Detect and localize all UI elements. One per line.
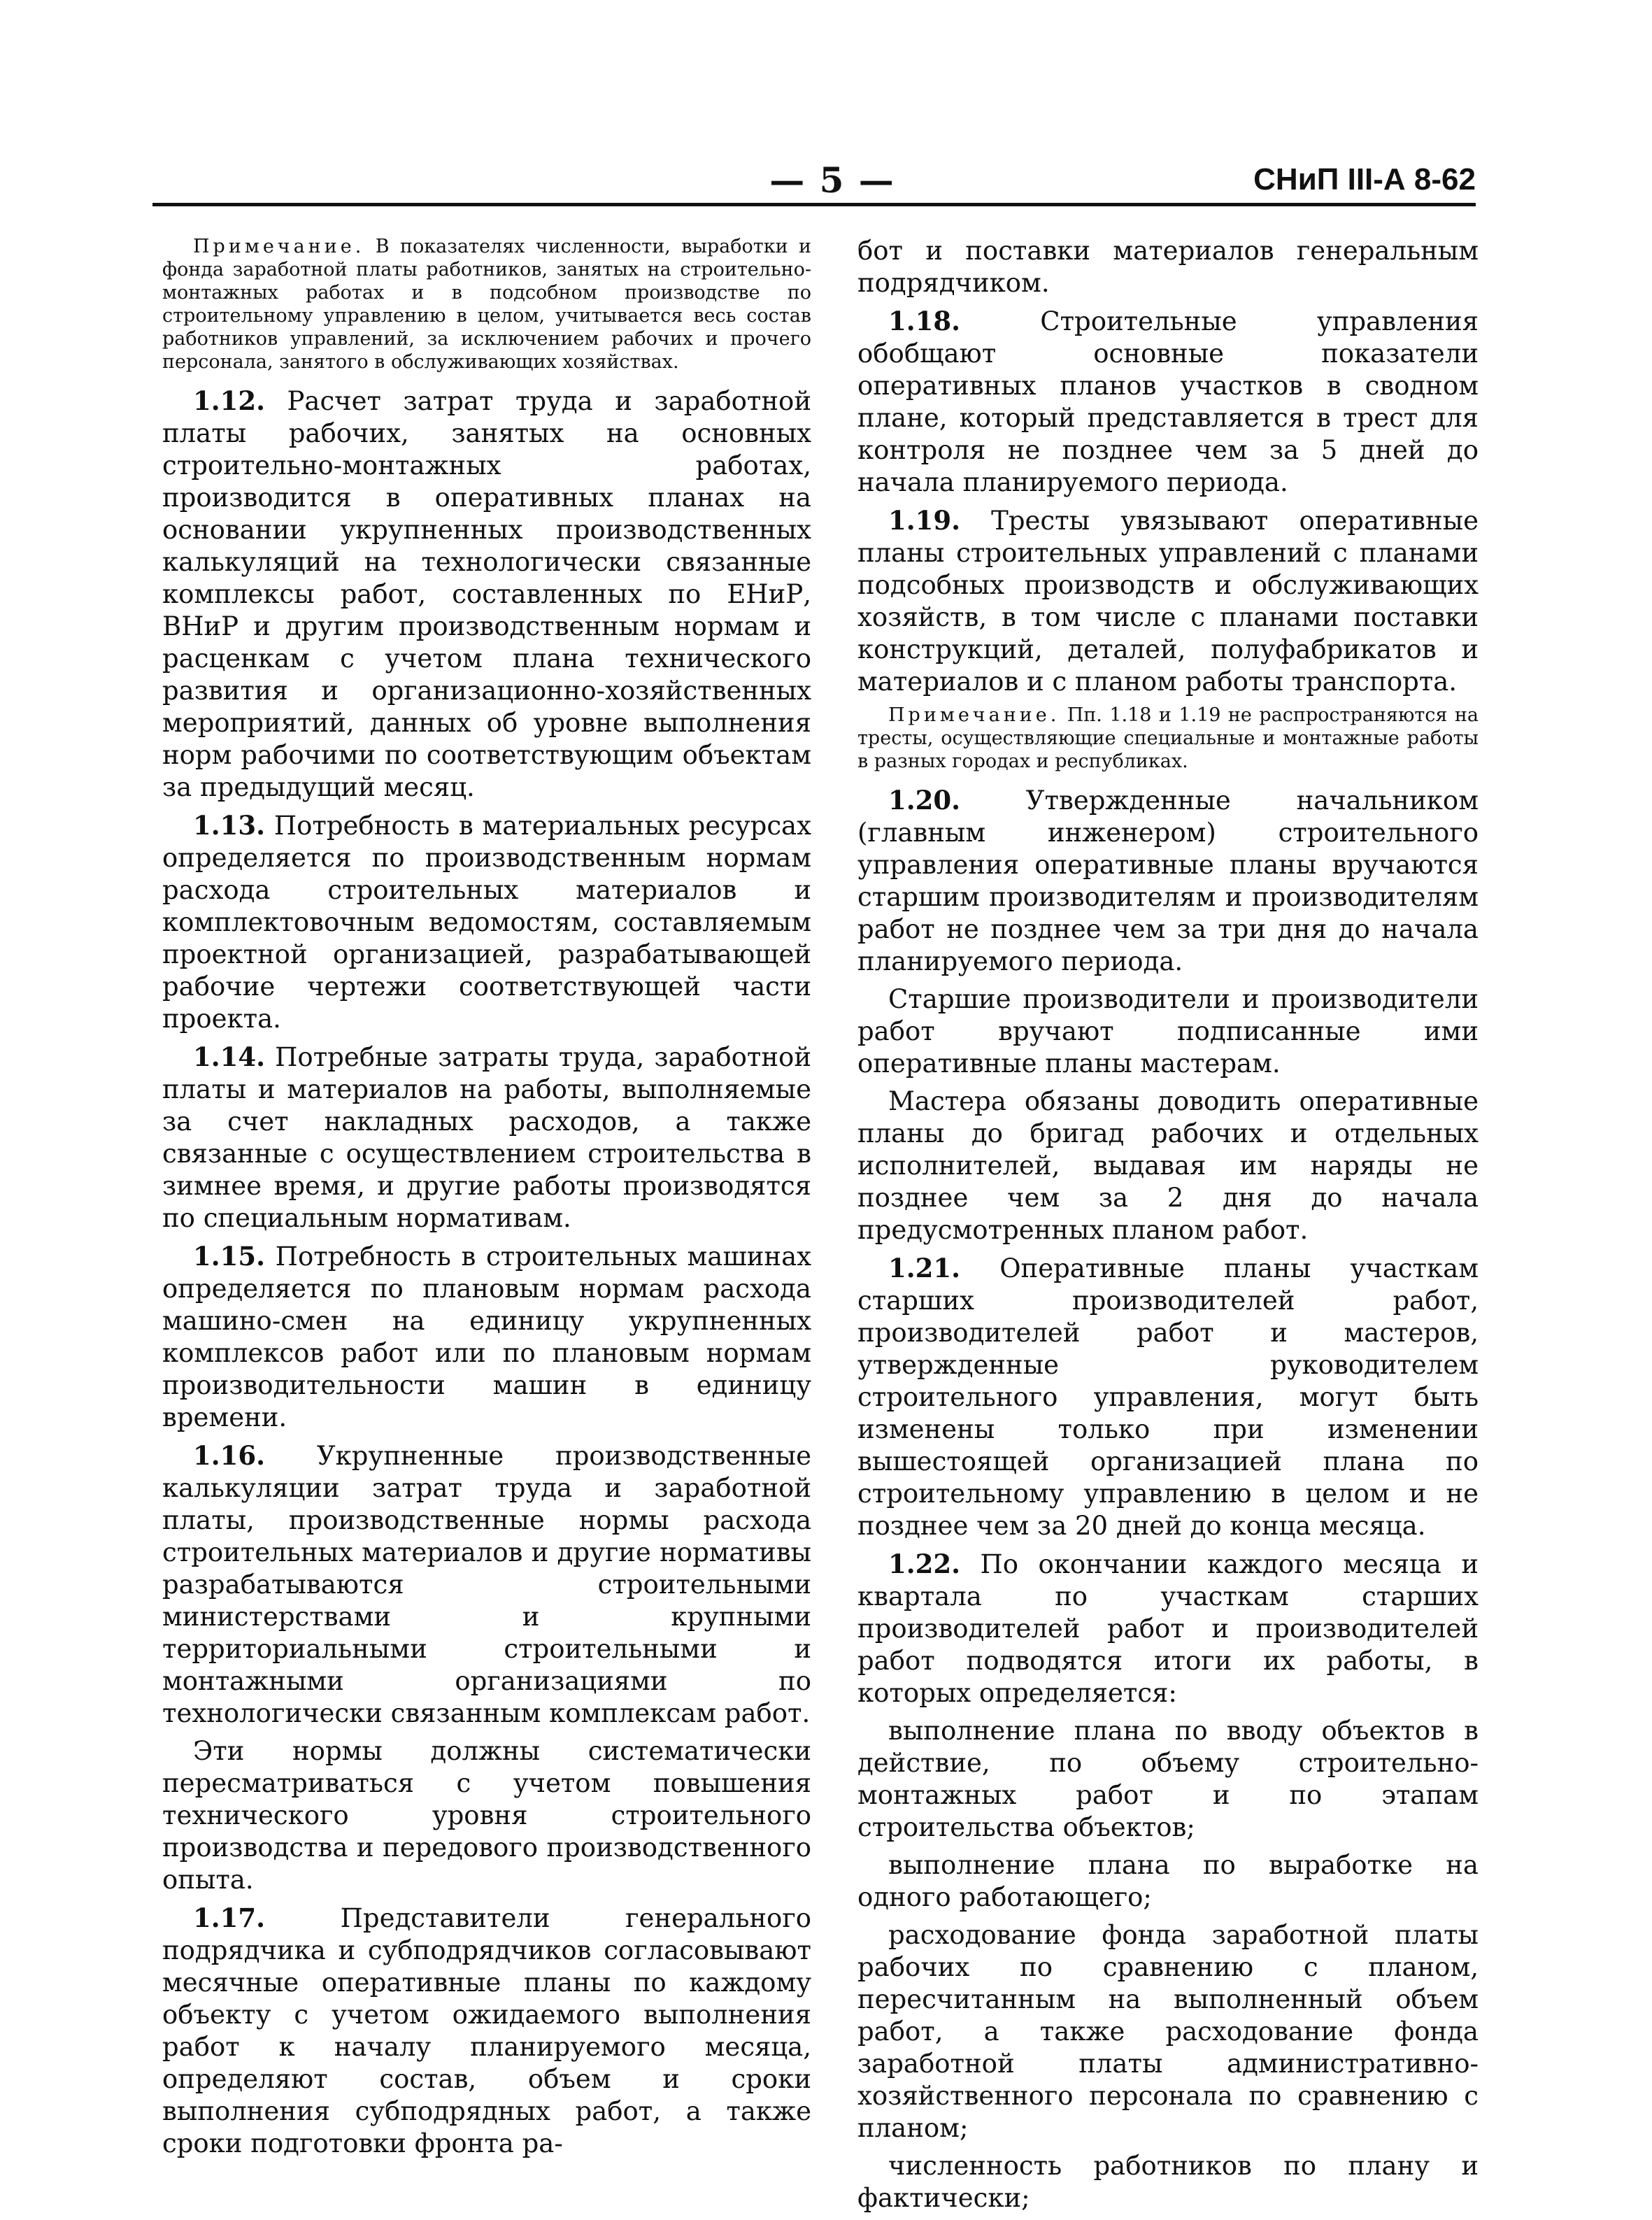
paragraph-1-21	[857, 1252, 1479, 1542]
paragraph-1-16	[162, 1439, 811, 1730]
paragraph-number: 1.14.	[193, 1041, 265, 1072]
page-number: — 5 —	[769, 159, 895, 201]
left-column	[162, 235, 811, 2165]
note-text: Пп. 1.18 и 1.19 не распространяются на тресты, осуществляющие специальные и монтажные работы в разных городах и республиках.	[857, 704, 1479, 772]
paragraph-text: Потребные затраты труда, заработной платы и материалов на работы, выполняемые за счет накладных расходов, а также связанные с осуществлением строительства в зимнее время, и другие работы производятся по специальным нормативам.	[162, 1042, 811, 1233]
paragraph-number: 1.12.	[193, 385, 265, 416]
paragraph-text: Укрупненные производственные калькуляции затрат труда и заработной платы, производственные нормы расхода строительных материалов и другие нормативы разрабатываются строительными министерствами и крупными территориальными строительными и монтажными организациями по технологически связанным комплексам работ.	[162, 1441, 811, 1728]
paragraph-1-16-continued: Эти нормы должны систематически пересматриваться с учетом повышения технического уровня строительного производства и передового производственного опыта.	[162, 1736, 811, 1895]
paragraph-number: 1.15.	[193, 1241, 265, 1272]
note-text: В показателях численности, выработки и фонда заработной платы работников, занятых на строительно-монтажных работах и в подсобном производстве по строительному управлению в целом, учитывается весь состав работников управлений, за исключением рабочих и прочего персонала, занятого в обслуживающих хозяйствах.	[162, 236, 811, 373]
list-item-headcount: численность работников по плану и фактически;	[857, 2151, 1479, 2213]
paragraph-1-13	[162, 809, 811, 1035]
paragraph-1-20	[857, 784, 1479, 978]
paragraph-text: Строительные управления обобщают основные показатели оперативных планов участков в сводном плане, который представляется в трест для контроля не позднее чем за 5 дней до начала планируемого периода.	[857, 306, 1479, 497]
paragraph-1-12	[162, 385, 811, 804]
paragraph-1-14	[162, 1041, 811, 1234]
paragraph-number: 1.19.	[888, 505, 960, 536]
paragraph-number: 1.21.	[888, 1253, 960, 1283]
paragraph-text: Потребность в материальных ресурсах определяется по производственным нормам расхода строительных материалов и комплектовочным ведомостям, составляемым проектной организацией, разрабатывающей рабочие чертежи соответствующей части проекта.	[162, 811, 811, 1034]
paragraph-1-20-second: Старшие производители и производители работ вручают подписанные ими оперативные планы мастерам.	[857, 984, 1479, 1079]
paragraph-1-18	[857, 305, 1479, 499]
paragraph-text: Тресты увязывают оперативные планы строительных управлений с планами подсобных производств и обслуживающих хозяйств, в том числе с планами поставки конструкций, деталей, полуфабрикатов и материалов и с планом работы транспорта.	[857, 506, 1479, 697]
header-rule	[152, 203, 1476, 206]
paragraph-number: 1.18.	[888, 306, 960, 336]
note-paragraph	[162, 235, 811, 373]
paragraph-number: 1.16.	[193, 1440, 265, 1471]
paragraph-number: 1.20.	[888, 785, 960, 816]
paragraph-1-17	[162, 1902, 811, 2160]
paragraph-number: 1.13.	[193, 810, 265, 841]
note-label: Примечание.	[193, 236, 365, 257]
paragraph-text: Оперативные планы участкам старших производителей работ, производителей работ и мастеров, утвержденные руководителем строительного управления, могут быть изменены только при изменении вышестоящей организацией плана по строительному управлению в целом и не позднее чем за 20 дней до конца месяца.	[857, 1253, 1479, 1541]
paragraph-1-17-continued: бот и поставки материалов генеральным подрядчиком.	[857, 236, 1479, 298]
list-item-wage-fund: расходование фонда заработной платы рабочих по сравнению с планом, пересчитанным на выполненный объем работ, а также расходование фонда заработной платы административно-хозяйственного персонала по сравнению с планом;	[857, 1920, 1479, 2143]
paragraph-text: Потребность в строительных машинах определяется по плановым нормам расхода машино-смен на единицу укрупненных комплексов работ или по плановым нормам производительности машин в единицу времени.	[162, 1241, 811, 1432]
paragraph-text: Утвержденные начальником (главным инженером) строительного управления оперативные планы вручаются старшим производителям и производителям работ не позднее чем за три дня до начала планируемого периода.	[857, 785, 1479, 976]
list-item-output: выполнение плана по выработке на одного работающего;	[857, 1850, 1479, 1912]
note-paragraph	[857, 704, 1479, 773]
paragraph-1-19	[857, 504, 1479, 698]
paragraph-text: По окончании каждого месяца и квартала по участкам старших производителей работ и производителей работ подводятся итоги их работы, в которых определяется:	[857, 1549, 1479, 1708]
paragraph-1-22	[857, 1548, 1479, 1709]
document-code: СНиП III-А 8-62	[1253, 162, 1476, 197]
paragraph-number: 1.17.	[193, 1902, 265, 1933]
paragraph-number: 1.22.	[888, 1549, 960, 1579]
paragraph-text: Представители генерального подрядчика и субподрядчиков согласовывают месячные оперативные планы по каждому объекту с учетом ожидаемого выполнения работ к началу планируемого месяца, определяют состав, объем и сроки выполнения субподрядных работ, а также сроки подготовки фронта ра-	[162, 1903, 811, 2158]
note-label: Примечание.	[888, 704, 1060, 726]
paragraph-text: Расчет затрат труда и заработной платы рабочих, занятых на основных строительно-монтажных работах, производится в оперативных планах на основании укрупненных производственных калькуляций на технологически связанные комплексы работ, составленных по ЕНиР, ВНиР и другим производственным нормам и расценкам с учетом плана технического развития и организационно-хозяйственных мероприятий, данных об уровне выполнения норм рабочими по соответствующим объектам за предыдущий месяц.	[162, 386, 811, 802]
paragraph-1-20-third: Мастера обязаны доводить оперативные планы до бригад рабочих и отдельных исполнителей, выдавая им наряды не позднее чем за 2 дня до начала предусмотренных планом работ.	[857, 1086, 1479, 1245]
list-item-commissioning: выполнение плана по вводу объектов в действие, по объему строительно-монтажных работ и по этапам строительства объектов;	[857, 1716, 1479, 1842]
right-column	[857, 235, 1479, 2220]
paragraph-1-15	[162, 1240, 811, 1434]
